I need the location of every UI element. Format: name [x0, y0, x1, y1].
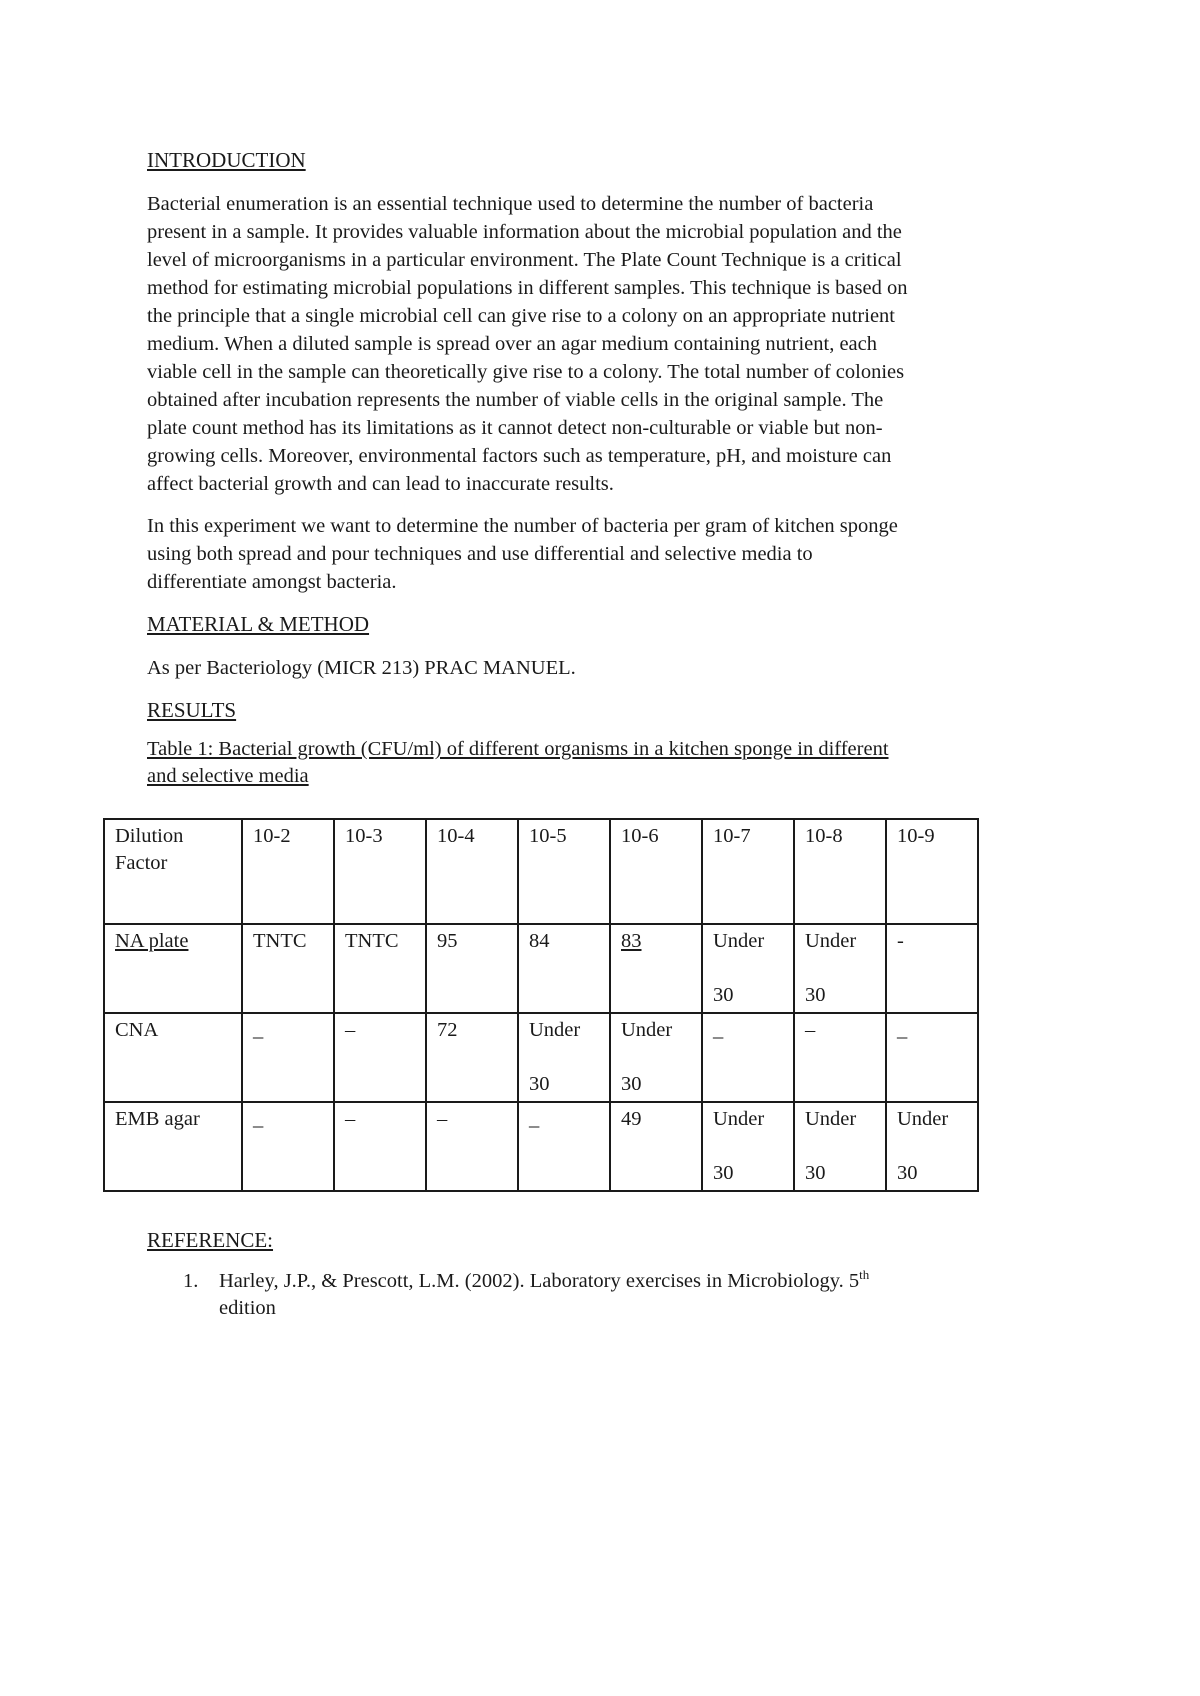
table-cell: –	[426, 1102, 518, 1191]
header-cell: 10-7	[702, 819, 794, 924]
introduction-paragraph-2: In this experiment we want to determine the number of bacteria per gram of kitchen sponge using both spread and pour techniques and use differential and selective media to differentiate amongst bacteria.	[147, 515, 898, 593]
header-cell: 10-8	[794, 819, 886, 924]
table-cell: –	[794, 1013, 886, 1102]
reference-item	[147, 1268, 1047, 1322]
header-cell: Dilution Factor	[104, 819, 242, 924]
table-cell: 95	[426, 924, 518, 1013]
document-body	[147, 146, 1047, 792]
reference-superscript: th	[859, 1267, 870, 1283]
table-cell: Under 30	[702, 924, 794, 1013]
table-cell: TNTC	[334, 924, 426, 1013]
table-cell: _	[702, 1013, 794, 1102]
table-header-row	[104, 819, 978, 924]
table-cell: _	[518, 1102, 610, 1191]
results-table	[103, 818, 979, 1192]
row-label-na-plate: NA plate	[104, 924, 242, 1013]
reference-heading: REFERENCE:	[147, 1228, 274, 1252]
table-caption: Table 1: Bacterial growth (CFU/ml) of different organisms in a kitchen sponge in different and selective media	[147, 738, 889, 787]
table-cell: Under 30	[518, 1013, 610, 1102]
table-cell: Under 30	[794, 924, 886, 1013]
header-cell: 10-4	[426, 819, 518, 924]
reference-text-block	[219, 1268, 1047, 1322]
table-cell: –	[334, 1013, 426, 1102]
table-row	[104, 924, 978, 1013]
table-row	[104, 1013, 978, 1102]
table-cell: –	[334, 1102, 426, 1191]
table-cell: 83	[610, 924, 702, 1013]
header-cell: 10-9	[886, 819, 978, 924]
table-cell: Under 30	[610, 1013, 702, 1102]
table-cell: _	[242, 1013, 334, 1102]
header-cell: 10-3	[334, 819, 426, 924]
material-method-text: As per Bacteriology (MICR 213) PRAC MANUEL.	[147, 657, 576, 679]
table-cell: Under 30	[886, 1102, 978, 1191]
table-cell: Under 30	[702, 1102, 794, 1191]
reference-text: Harley, J.P., & Prescott, L.M. (2002). Laboratory exercises in Microbiology. 5	[219, 1270, 860, 1292]
reference-section	[147, 1226, 1047, 1322]
header-cell: 10-5	[518, 819, 610, 924]
introduction-paragraph-1: Bacterial enumeration is an essential technique used to determine the number of bacteria present in a sample. It provides valuable information about the microbial population and the level of microorganisms in a particular environment. The Plate Count Technique is a critical method for estimating microbial populations in different samples. This technique is based on the principle that a single microbial cell can give rise to a colony on an appropriate nutrient medium. When a diluted sample is spread over an agar medium containing nutrient, each viable cell in the sample can theoretically give rise to a colony. The total number of colonies obtained after incubation represents the number of viable cells in the original sample. The plate count method has its limitations as it cannot detect non-culturable or viable but non- growing cells. Moreover, environmental factors such as temperature, pH, and moisture can affect bacterial growth and can lead to inaccurate results.	[147, 193, 908, 495]
table-cell: _	[886, 1013, 978, 1102]
introduction-heading: INTRODUCTION	[147, 148, 306, 172]
row-label-emb-agar: EMB agar	[104, 1102, 242, 1191]
reference-number: 1.	[183, 1270, 199, 1292]
header-cell: 10-2	[242, 819, 334, 924]
table-cell: 84	[518, 924, 610, 1013]
results-heading: RESULTS	[147, 698, 237, 722]
row-label-cna: CNA	[104, 1013, 242, 1102]
header-cell: 10-6	[610, 819, 702, 924]
table-cell: -	[886, 924, 978, 1013]
table-cell: 49	[610, 1102, 702, 1191]
table-row	[104, 1102, 978, 1191]
table-cell: 72	[426, 1013, 518, 1102]
table-cell: TNTC	[242, 924, 334, 1013]
table-cell: _	[242, 1102, 334, 1191]
reference-text-continued: edition	[219, 1297, 276, 1319]
table-cell: Under 30	[794, 1102, 886, 1191]
material-method-heading: MATERIAL & METHOD	[147, 612, 370, 636]
